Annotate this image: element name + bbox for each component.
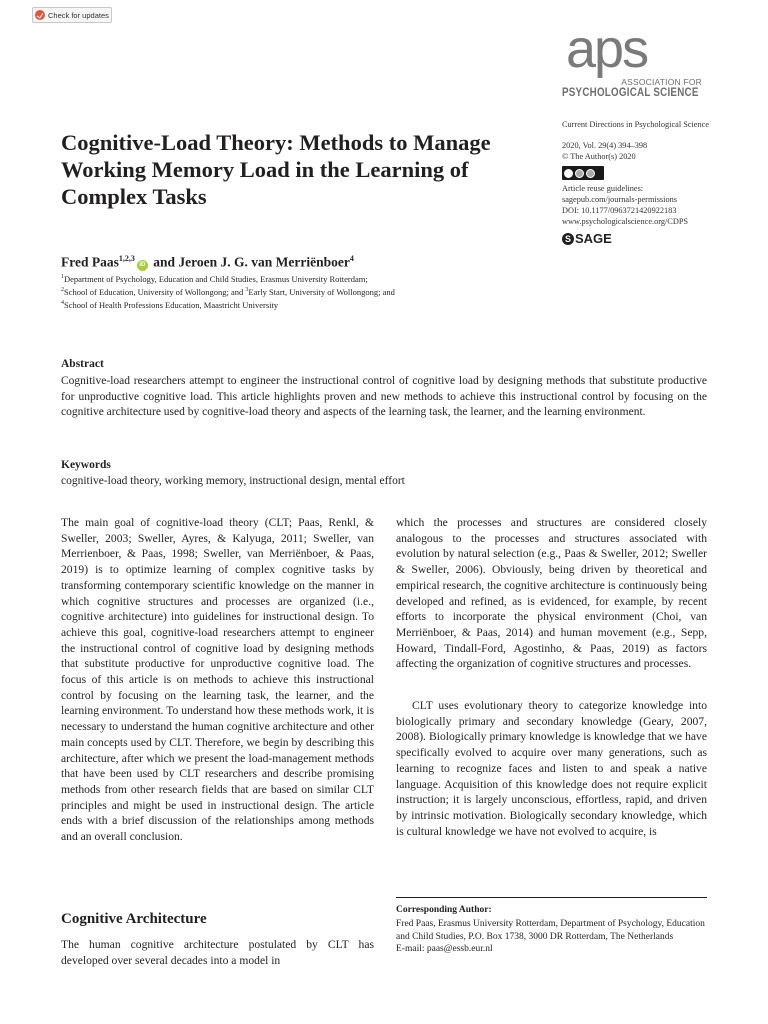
affiliation-text: School of Education, University of Wollongong; and: [64, 286, 246, 297]
creative-commons-icon: [562, 166, 604, 180]
author-line: [61, 254, 354, 271]
sage-logo-text: SAGE: [575, 231, 612, 246]
affiliation-num: 2: [61, 287, 64, 293]
body-paragraph-col2-2: CLT uses evolutionary theory to categorize knowledge into biologically primary and secondary knowledge (Geary, 2007, 2008). Biologically primary knowledge is knowledge that we have specifically evolved to acquire over many generations, such as learning to recognize faces and listen to and speak a native language. Acquisition of this knowledge does not require explicit instruction; it is largely unconscious, effortless, rapid, and driven by intrinsic motivation. Biologically secondary knowledge, which is cultural knowledge we have not evolved to acquire, is: [396, 699, 707, 838]
aps-logo: aps: [566, 19, 648, 79]
affiliation-text: Department of Psychology, Education and Child Studies, Erasmus University Rotterdam;: [64, 273, 368, 284]
corresponding-author-address: Fred Paas, Erasmus University Rotterdam, Department of Psychology, Education and Child Studies, P.O. Box 1738, 3000 DR Rotterdam, The Netherlands: [396, 919, 705, 942]
aps-logo-line2: PSYCHOLOGICAL SCIENCE: [562, 87, 699, 99]
author-second-affil: 4: [349, 254, 354, 263]
affiliation-text: School of Health Professions Education, Maastricht University: [64, 299, 279, 310]
journal-volume: 2020, Vol. 29(4) 394–398: [562, 141, 648, 150]
affiliation-num: 4: [61, 300, 64, 306]
affiliation-2: [61, 284, 395, 298]
author-first-affil: 1,2,3: [118, 254, 135, 263]
footnote-divider: [396, 897, 707, 898]
reuse-link[interactable]: sagepub.com/journals-permissions: [562, 195, 677, 204]
corresponding-author-heading: Corresponding Author:: [396, 905, 492, 915]
abstract-heading: Abstract: [61, 358, 104, 370]
corresponding-author-email[interactable]: E-mail: paas@essb.eur.nl: [396, 944, 493, 954]
abstract-text: Cognitive-load researchers attempt to engineer the instructional control of cognitive load by designing methods that substitute productive for unproductive cognitive load. This article highlights proven and new methods to achieve this instructional control by focusing on the cognitive architecture used by cognitive-load theory and aspects of the learning task, the learner, and the learning environment.: [61, 375, 707, 418]
check-for-updates-button[interactable]: [32, 7, 112, 23]
orcid-icon[interactable]: iD: [137, 260, 148, 271]
affiliation-num: 3: [245, 287, 249, 293]
sage-logo: [562, 231, 612, 246]
sage-s-icon: S: [562, 233, 574, 245]
doi-link[interactable]: DOI: 10.1177/0963721420922183: [562, 206, 677, 215]
reuse-label: Article reuse guidelines:: [562, 184, 644, 193]
affiliation-num: 1: [61, 274, 64, 280]
keywords-text: cognitive-load theory, working memory, instructional design, mental effort: [61, 475, 405, 487]
affiliation-text: Early Start, University of Wollongong; and: [248, 286, 395, 297]
check-for-updates-label: Check for updates: [48, 10, 109, 20]
article-title: Cognitive-Load Theory: Methods to Manage Working Memory Load in the Learning of Complex Tasks: [61, 130, 491, 209]
keywords-heading: Keywords: [61, 459, 111, 471]
journal-name: Current Directions in Psychological Science: [562, 120, 710, 129]
affiliation-3: [61, 297, 278, 311]
body-paragraph-architecture: The human cognitive architecture postulated by CLT has developed over several decades into a model in: [61, 938, 374, 967]
section-heading: Cognitive Architecture: [61, 911, 207, 927]
journal-copyright: © The Author(s) 2020: [562, 152, 636, 161]
aps-logo-line1: ASSOCIATION FOR: [621, 77, 702, 87]
body-paragraph-col2-1: which the processes and structures are considered closely analogous to the processes and structures associated with evolution by natural selection (e.g., Paas & Sweller, 2012; Sweller & Sweller, 2006). Obviously, being driven by theoretical and empirical research, the cognitive architecture is continuously being developed and refined, as is evidenced, for example, by recent efforts to incorporate the physical environment (Choi, van Merriënboer, & Paas, 2014) and human movement (e.g., Sepp, Howard, Tindall-Ford, Agostinho, & Paas, 2019) as factors affecting the organization of cognitive structures and processes.: [396, 516, 707, 671]
journal-site-link[interactable]: www.psychologicalscience.org/CDPS: [562, 217, 689, 226]
body-paragraph-intro: The main goal of cognitive-load theory (CLT; Paas, Renkl, & Sweller, 2003; Sweller, Ayres, & Kalyuga, 2011; Sweller, van Merrienboer, & Paas, 1998; Sweller, van Merriënboer, & Paas, 2019) is to optimize learning of complex cognitive tasks by transforming contemporary scientific knowledge on the manner in which cognitive structures and processes are organized (i.e., cognitive architecture) into guidelines for instructional design. To achieve this goal, cognitive-load researchers attempt to engineer the instructional control of cognitive load by designing methods that substitute productive for unproductive cognitive load. The focus of this article is on methods to achieve this instructional control by focusing on the learning task, the learner, and the learning environment. To understand how these methods work, it is necessary to understand the human cognitive architecture and other main concepts used by CLT. Therefore, we begin by describing this architecture, after which we present the load-management methods that have been used by CLT researchers and describe promising methods from other research fields that are based on similar CLT principles and might be used in instructional design. The article ends with a brief discussion of the relationships among methods and an overall conclusion.: [61, 516, 374, 844]
corresponding-author-block: [396, 918, 707, 956]
affiliation-1: [61, 271, 368, 285]
author-first: Fred Paas: [61, 254, 119, 270]
author-second: and Jeroen J. G. van Merriënboer: [149, 254, 350, 270]
update-check-icon: [35, 10, 45, 20]
